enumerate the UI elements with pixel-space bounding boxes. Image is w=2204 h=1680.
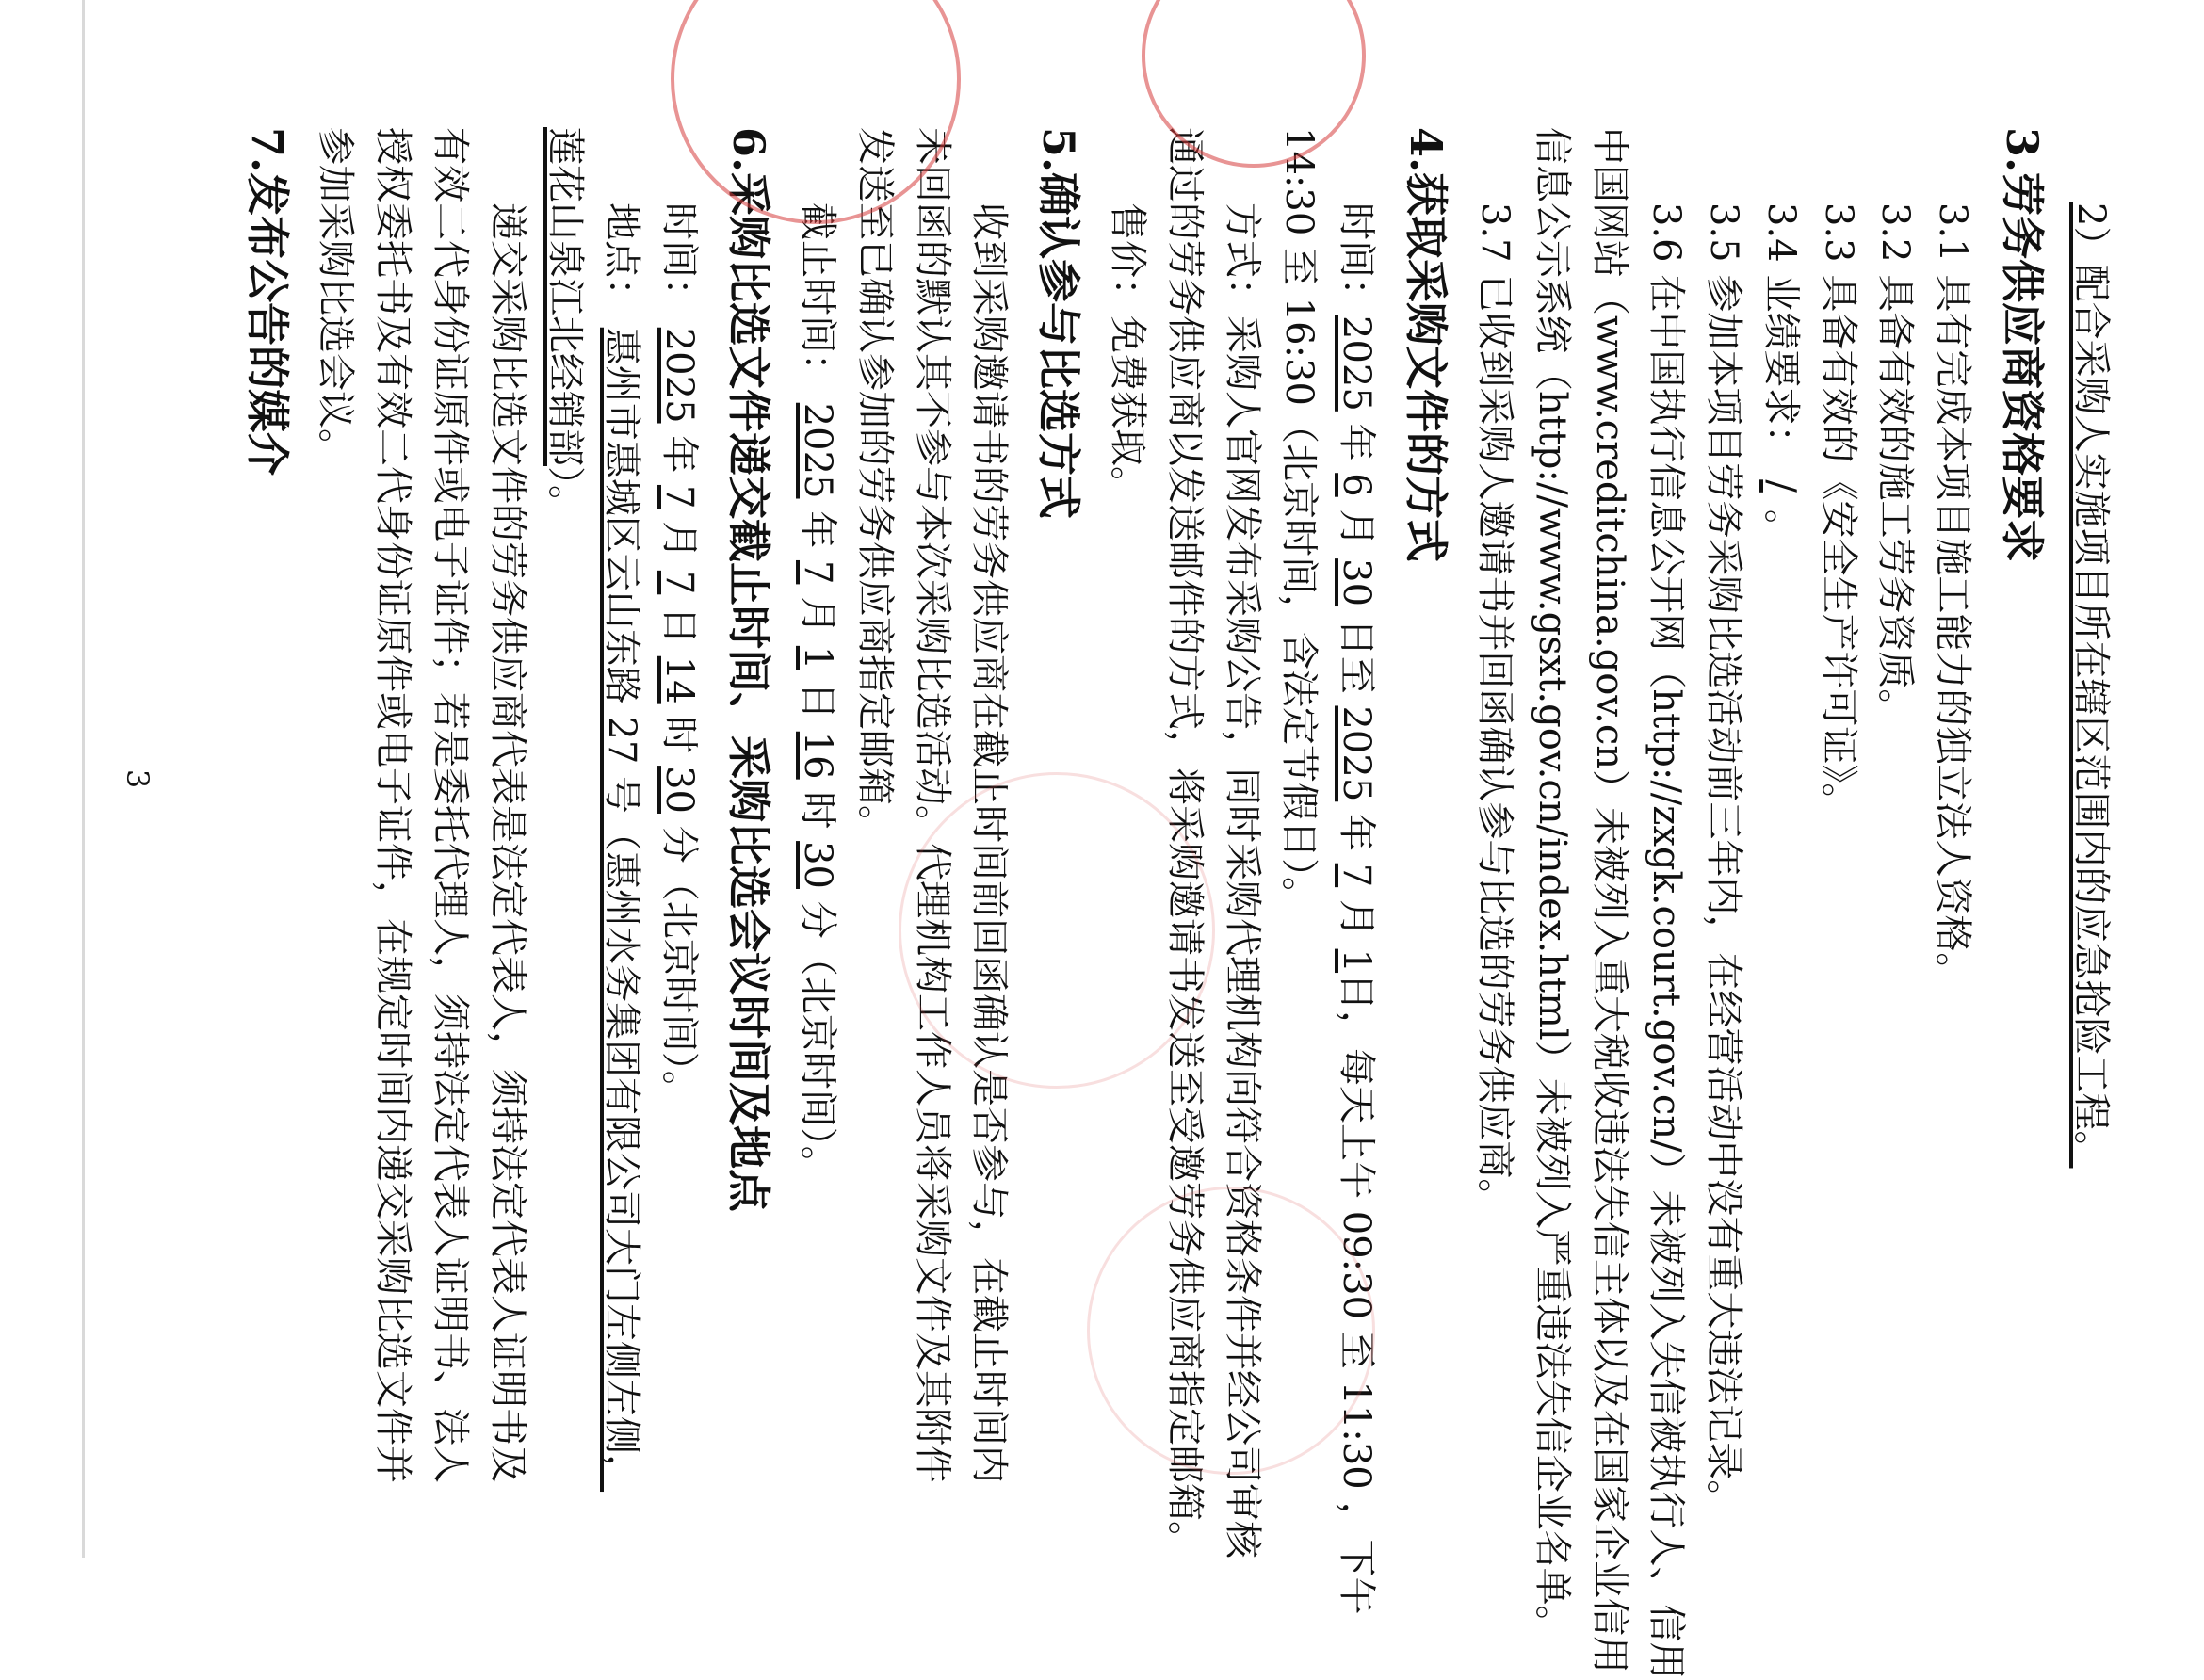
confirm-deadline: 截止时间： 2025 年 7 月 1 日 16 时 30 分（北京时间）。	[795, 202, 839, 1184]
confirm-paragraph-line1: 收到采购邀请书的劳务供应商在截止时间前回函确认是否参与，在截止时间内	[967, 202, 1012, 1483]
representative-paragraph-line4: 参加采购比选会议。	[314, 127, 358, 466]
representative-paragraph-line3: 授权委托书及有效二代身份证原件或电子证件，在规定时间内递交采购比选文件并	[371, 127, 415, 1483]
scan-edge-divider	[82, 0, 85, 1558]
representative-paragraph-line2: 有效二代身份证原件或电子证件；若是委托代理人，须持法定代表人证明书、法人	[429, 127, 473, 1483]
section-7-title: 7.发布公告的媒介	[241, 127, 293, 477]
faint-seal-impression	[1087, 1187, 1375, 1475]
requirement-3-4-label: 3.4 业绩要求：	[1758, 202, 1803, 463]
requirement-3-3: 3.3 具备有效的《安全生产许可证》。	[1816, 202, 1860, 821]
submission-time: 时间： 2025 年 7 月 7 日 14 时 30 分（北京时间）。	[657, 202, 702, 1108]
item-2: 2）配合采购人实施项目所在辖区范围内的应急抢险工程。	[2069, 202, 2113, 1169]
section-6-title: 6.采购比选文件递交截止时间、采购比选会议时间及地点	[723, 127, 775, 1213]
confirm-paragraph-line2: 未回函的默认其不参与本次采购比选活动。代理机构工作人员将采购文件及其附件	[910, 127, 954, 1483]
acquire-method: 方式：采购人官网发布采购公告，同时采购代理机构向符合资格条件并经公司审核	[1220, 202, 1264, 1559]
requirement-3-1: 3.1 具有完成本项目施工能力的独立法人资格。	[1931, 202, 1975, 991]
faint-seal-impression	[899, 772, 1215, 1089]
submission-place: 地点： 惠州市惠城区云山东路 27 号（惠州水务集团有限公司大门左侧左侧，	[600, 202, 644, 1493]
confirm-paragraph-line3: 发送至已确认参加的劳务供应商指定邮箱。	[852, 127, 897, 843]
acquire-time: 时间：2025 年 6 月 30 日至 2025 年 7 月 1日，每天上午 09:30 至 11:30 ，下午	[1335, 202, 1379, 1615]
acquire-method-line2: 通过的劳务供应商以发送邮件的方式，将采购邀请书发送至受邀劳务供应商指定邮箱。	[1162, 127, 1207, 1559]
requirement-3-6-line3: 信息公示系统（http://www.gsxt.gov.cn/index.html）未被列入严重违法失信企业名单。	[1530, 127, 1574, 1643]
requirement-3-6-line2: 中国网站（www.creditchina.gov.cn）未被列入重大税收违法失信主体以及在国家企业信用	[1587, 127, 1631, 1674]
requirement-3-6-line1: 3.6 在中国执行信息公开网（http://zxgk.court.gov.cn/）未被列入失信被执行人、信用	[1645, 202, 1689, 1680]
page-number: 3	[120, 768, 155, 789]
acquire-time-line2: 14:30 至 16:30（北京时间，含法定节假日）。	[1277, 127, 1321, 914]
requirement-3-5: 3.5 参加本项目劳务采购比选活动前三年内，在经营活动中没有重大违法记录。	[1702, 202, 1746, 1518]
requirement-3-4: 3.4 业绩要求：/。	[1758, 202, 1803, 547]
section-4-title: 4.获取采购文件的方式	[1401, 127, 1452, 563]
acquire-price: 售价：免费获取。	[1106, 202, 1150, 504]
requirement-3-7: 3.7 已收到采购人邀请书并回函确认参与比选的劳务供应商。	[1472, 202, 1516, 1217]
representative-paragraph-line1: 递交采购比选文件的劳务供应商代表是法定代表人，须持法定代表人证明书及	[485, 202, 529, 1483]
section-5-title: 5.确认参与比选方式	[1033, 127, 1085, 520]
requirement-3-4-value: /	[1758, 479, 1803, 493]
requirement-3-2: 3.2 具备有效的施工劳务资质。	[1873, 202, 1918, 727]
submission-place-line2: 莲花山泉江北经销部）。	[543, 127, 587, 523]
section-3-title: 3.劳务供应商资格要求	[1997, 127, 2049, 563]
